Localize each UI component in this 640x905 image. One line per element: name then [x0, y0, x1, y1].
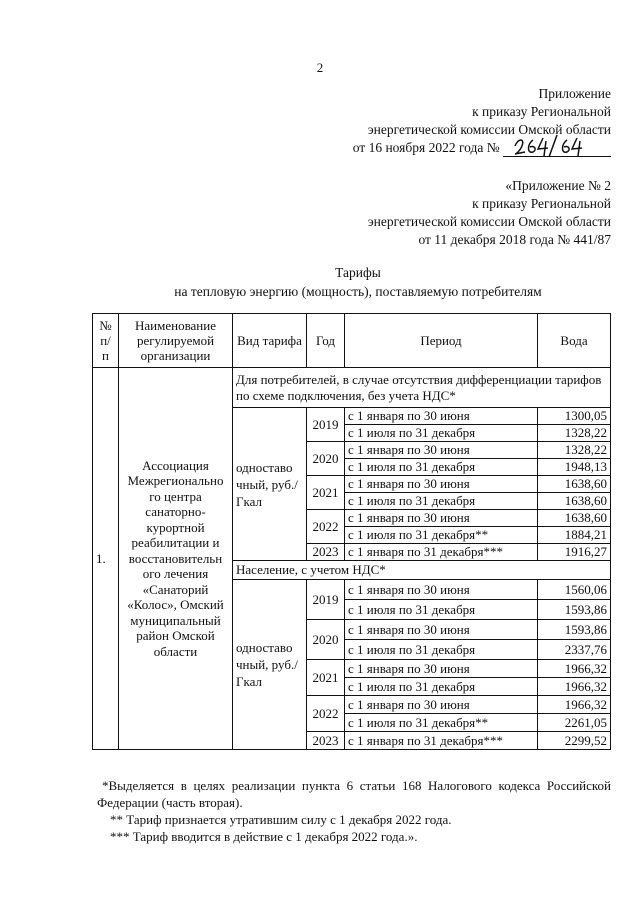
appendix-line-4	[353, 139, 611, 157]
organization-name: Ассоциация Межрегионально го центра санаторно-курортной реабилитации и восстановительн ого лечения «Санаторий «Колос», Омский муниципальный район Омской области	[119, 368, 233, 750]
appendix-title: Приложение	[538, 86, 611, 101]
header-num: № п/ п	[93, 314, 119, 368]
header-water: Вода	[538, 314, 611, 368]
tariff-table	[92, 313, 611, 750]
year-cell: 2023	[307, 544, 345, 561]
section-caption: Для потребителей, в случае отсутствия дифференциации тарифов по схеме подключения, без учета НДС*	[233, 368, 611, 408]
value-cell: 1916,27	[538, 544, 611, 561]
document-title	[0, 263, 640, 301]
period-cell: с 1 января по 30 июня	[345, 408, 538, 425]
year-cell: 2022	[307, 510, 345, 544]
row-number: 1.	[93, 368, 119, 750]
footnote-2: ** Тариф признается утратившим силу с 1 декабря 2022 года.	[110, 812, 452, 827]
value-cell: 2337,76	[538, 640, 611, 660]
period-cell: с 1 июля по 31 декабря	[345, 425, 538, 442]
period-cell: с 1 июля по 31 декабря	[345, 678, 538, 696]
appendix-date: от 16 ноября 2022 года №	[352, 140, 500, 155]
year-cell: 2020	[307, 620, 345, 660]
value-cell: 1560,06	[538, 580, 611, 600]
year-cell: 2020	[307, 442, 345, 476]
value-cell: 1966,32	[538, 678, 611, 696]
value-cell: 1948,13	[538, 459, 611, 476]
appendix-old-title: «Приложение № 2	[505, 178, 611, 193]
value-cell: 2261,05	[538, 714, 611, 732]
footnote-1: *Выделяется в целях реализации пункта 6 статьи 168 Налогового кодекса Российской Федерации (часть вторая).	[97, 778, 611, 810]
section-caption: Население, с учетом НДС*	[233, 561, 611, 580]
period-cell: с 1 июля по 31 декабря	[345, 493, 538, 510]
appendix-old-line-2: к приказу Региональной	[472, 196, 611, 211]
page-number: 2	[316, 60, 324, 75]
appendix-line-2: к приказу Региональной	[472, 104, 611, 119]
period-cell: с 1 января по 30 июня	[345, 442, 538, 459]
period-cell: с 1 июля по 31 декабря	[345, 640, 538, 660]
table-header-row	[93, 314, 611, 368]
value-cell: 1966,32	[538, 696, 611, 714]
period-cell: с 1 января по 30 июня	[345, 476, 538, 493]
order-number-handwritten	[503, 141, 611, 157]
period-cell: с 1 января по 30 июня	[345, 660, 538, 678]
order-number-signature	[511, 132, 591, 158]
period-cell: с 1 января по 30 июня	[345, 580, 538, 600]
value-cell: 1328,22	[538, 425, 611, 442]
year-cell: 2019	[307, 408, 345, 442]
value-cell: 1638,60	[538, 476, 611, 493]
period-cell: с 1 июля по 31 декабря**	[345, 714, 538, 732]
footnotes	[97, 777, 611, 845]
value-cell: 1638,60	[538, 510, 611, 527]
appendix-line-3: энергетической комиссии Омской области	[367, 122, 611, 137]
header-org: Наименование регулируемой организации	[119, 314, 233, 368]
appendix-old-line-3: энергетической комиссии Омской области	[367, 214, 611, 229]
year-cell: 2021	[307, 476, 345, 510]
year-cell: 2023	[307, 732, 345, 750]
footnote-3: *** Тариф вводится в действие с 1 декабря 2022 года.».	[110, 829, 418, 844]
year-cell: 2019	[307, 580, 345, 620]
title-line-2: на тепловую энергию (мощность), поставляемую потребителям	[174, 284, 542, 299]
value-cell: 1593,86	[538, 620, 611, 640]
tariff-kind: одноставо чный, руб./Гкал	[233, 580, 307, 750]
header-period: Период	[345, 314, 538, 368]
tariff-kind: одноставо чный, руб./Гкал	[233, 408, 307, 561]
appendix-old-header	[368, 177, 611, 249]
appendix-old-line-4: от 11 декабря 2018 года № 441/87	[418, 232, 611, 247]
period-cell: с 1 января по 30 июня	[345, 510, 538, 527]
value-cell: 1593,86	[538, 600, 611, 620]
period-cell: с 1 июля по 31 декабря	[345, 459, 538, 476]
value-cell: 1884,21	[538, 527, 611, 544]
period-cell: с 1 января по 30 июня	[345, 620, 538, 640]
period-cell: с 1 января по 30 июня	[345, 696, 538, 714]
title-line-1: Тарифы	[335, 265, 381, 280]
period-cell: с 1 июля по 31 декабря	[345, 600, 538, 620]
section-caption-row	[93, 368, 611, 408]
value-cell: 1328,22	[538, 442, 611, 459]
period-cell: с 1 января по 31 декабря***	[345, 544, 538, 561]
value-cell: 2299,52	[538, 732, 611, 750]
year-cell: 2021	[307, 660, 345, 696]
value-cell: 1300,05	[538, 408, 611, 425]
value-cell: 1966,32	[538, 660, 611, 678]
appendix-header	[353, 85, 611, 157]
header-year: Год	[307, 314, 345, 368]
year-cell: 2022	[307, 696, 345, 732]
period-cell: с 1 июля по 31 декабря**	[345, 527, 538, 544]
header-kind: Вид тарифа	[233, 314, 307, 368]
period-cell: с 1 января по 31 декабря***	[345, 732, 538, 750]
value-cell: 1638,60	[538, 493, 611, 510]
